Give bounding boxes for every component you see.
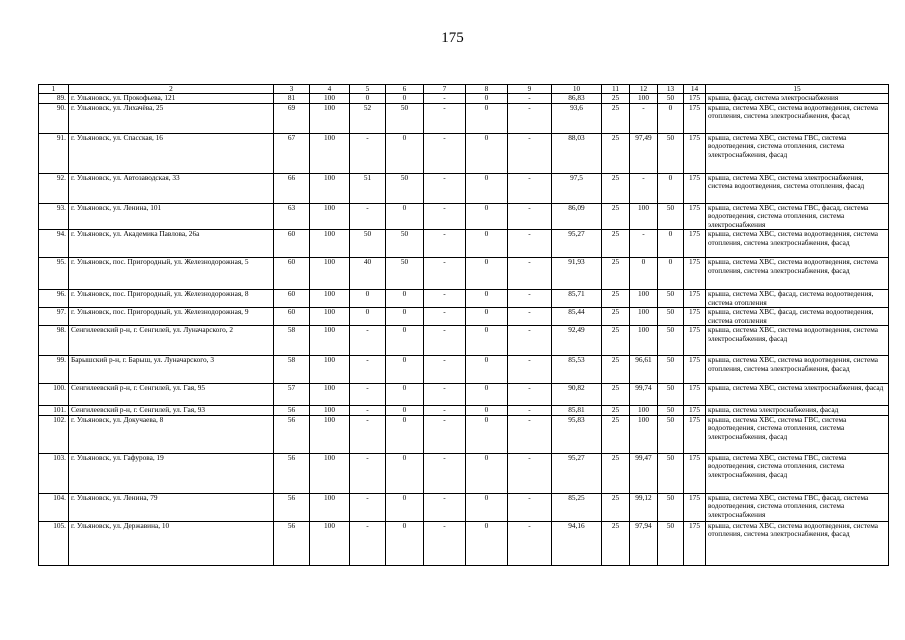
value-cell: 50 — [658, 406, 684, 416]
value-cell: 50 — [386, 230, 424, 258]
work-types-cell: крыша, система ХВС, система ГВС, система водоотведения, система отопления, система электроснабжения, фасад — [706, 415, 889, 453]
value-cell: 56 — [274, 453, 310, 493]
value-cell: 93,6 — [552, 103, 602, 133]
value-cell: 100 — [310, 173, 350, 203]
table-row — [39, 258, 889, 290]
value-cell: 0 — [466, 453, 508, 493]
value-cell: 0 — [658, 258, 684, 290]
value-cell: 175 — [684, 203, 706, 230]
value-cell: - — [424, 203, 466, 230]
value-cell: 95,27 — [552, 230, 602, 258]
work-types-cell: крыша, система электроснабжения, фасад — [706, 406, 889, 416]
page-number: 175 — [441, 30, 464, 46]
value-cell: 56 — [274, 406, 310, 416]
table-row — [39, 103, 889, 133]
value-cell: 99,47 — [630, 453, 658, 493]
value-cell: 175 — [684, 326, 706, 356]
value-cell: - — [508, 308, 552, 326]
row-number: 103. — [39, 453, 69, 493]
value-cell: 25 — [602, 230, 630, 258]
column-number: 7 — [424, 85, 466, 94]
value-cell: 0 — [466, 326, 508, 356]
column-number: 2 — [69, 85, 274, 94]
value-cell: 100 — [310, 290, 350, 308]
value-cell: 56 — [274, 493, 310, 521]
work-types-cell: крыша, система ХВС, система водоотведения, система отопления, система электроснабжения, фасад — [706, 103, 889, 133]
value-cell: 25 — [602, 406, 630, 416]
value-cell: 25 — [602, 384, 630, 406]
table-row — [39, 406, 889, 416]
value-cell: - — [424, 133, 466, 173]
work-types-cell: крыша, система ХВС, фасад, система водоотведения, система отопления — [706, 308, 889, 326]
address-cell: Сенгилеевский р-н, г. Сенгилей, ул. Луначарского, 2 — [69, 326, 274, 356]
row-number: 94. — [39, 230, 69, 258]
value-cell: 57 — [274, 384, 310, 406]
value-cell: 100 — [310, 230, 350, 258]
value-cell: 100 — [310, 384, 350, 406]
value-cell: 100 — [310, 521, 350, 565]
address-cell: г. Ульяновск, ул. Докучаева, 8 — [69, 415, 274, 453]
column-number-row — [39, 85, 889, 94]
value-cell: 175 — [684, 94, 706, 104]
table-row — [39, 203, 889, 230]
value-cell: 0 — [658, 173, 684, 203]
value-cell: - — [424, 453, 466, 493]
value-cell: 0 — [386, 356, 424, 384]
value-cell: 25 — [602, 521, 630, 565]
row-number: 98. — [39, 326, 69, 356]
value-cell: 50 — [658, 493, 684, 521]
row-number: 104. — [39, 493, 69, 521]
value-cell: 0 — [466, 356, 508, 384]
row-number: 90. — [39, 103, 69, 133]
column-number: 11 — [602, 85, 630, 94]
row-number: 95. — [39, 258, 69, 290]
value-cell: 175 — [684, 258, 706, 290]
value-cell: 95,83 — [552, 415, 602, 453]
column-number: 13 — [658, 85, 684, 94]
value-cell: - — [350, 415, 386, 453]
value-cell: 0 — [386, 453, 424, 493]
column-number: 10 — [552, 85, 602, 94]
column-number: 8 — [466, 85, 508, 94]
value-cell: 0 — [466, 133, 508, 173]
value-cell: 0 — [466, 415, 508, 453]
value-cell: 175 — [684, 415, 706, 453]
value-cell: 58 — [274, 356, 310, 384]
value-cell: 95,27 — [552, 453, 602, 493]
value-cell: - — [424, 103, 466, 133]
value-cell: 0 — [658, 103, 684, 133]
row-number: 105. — [39, 521, 69, 565]
value-cell: 50 — [386, 173, 424, 203]
address-cell: г. Ульяновск, пос. Пригородный, ул. Железнодорожная, 9 — [69, 308, 274, 326]
address-cell: г. Ульяновск, ул. Автозаводская, 33 — [69, 173, 274, 203]
value-cell: - — [508, 493, 552, 521]
work-types-cell: крыша, система ХВС, система водоотведения, система электроснабжения, фасад — [706, 326, 889, 356]
value-cell: - — [630, 230, 658, 258]
column-number: 3 — [274, 85, 310, 94]
value-cell: 0 — [386, 203, 424, 230]
address-cell: Барышский р-н, г. Барыш, ул. Луначарского, 3 — [69, 356, 274, 384]
value-cell: 100 — [310, 94, 350, 104]
value-cell: 0 — [466, 94, 508, 104]
table-row — [39, 493, 889, 521]
value-cell: - — [508, 453, 552, 493]
table-row — [39, 415, 889, 453]
value-cell: - — [424, 493, 466, 521]
value-cell: 56 — [274, 521, 310, 565]
value-cell: 86,83 — [552, 94, 602, 104]
value-cell: 0 — [466, 521, 508, 565]
value-cell: 175 — [684, 356, 706, 384]
value-cell: 94,16 — [552, 521, 602, 565]
address-cell: г. Ульяновск, ул. Академика Павлова, 26а — [69, 230, 274, 258]
value-cell: - — [508, 173, 552, 203]
value-cell: - — [508, 415, 552, 453]
value-cell: 69 — [274, 103, 310, 133]
value-cell: 0 — [386, 415, 424, 453]
value-cell: 25 — [602, 173, 630, 203]
work-types-cell: крыша, система ХВС, система ГВС, фасад, система водоотведения, система отопления, система электроснабжения — [706, 493, 889, 521]
value-cell: 100 — [310, 258, 350, 290]
value-cell: 25 — [602, 493, 630, 521]
value-cell: 100 — [310, 203, 350, 230]
value-cell: 97,94 — [630, 521, 658, 565]
value-cell: - — [350, 493, 386, 521]
address-cell: Сенгилеевский р-н, г. Сенгилей, ул. Гая, 95 — [69, 384, 274, 406]
value-cell: 100 — [310, 406, 350, 416]
work-types-cell: крыша, система ХВС, система водоотведения, система отопления, система электроснабжения, фасад — [706, 230, 889, 258]
value-cell: - — [508, 384, 552, 406]
row-number: 91. — [39, 133, 69, 173]
row-number: 92. — [39, 173, 69, 203]
value-cell: 100 — [630, 415, 658, 453]
table-row — [39, 290, 889, 308]
value-cell: 175 — [684, 384, 706, 406]
value-cell: - — [424, 384, 466, 406]
address-cell: г. Ульяновск, ул. Спасская, 16 — [69, 133, 274, 173]
table-row — [39, 521, 889, 565]
value-cell: - — [424, 258, 466, 290]
value-cell: - — [350, 356, 386, 384]
value-cell: 175 — [684, 103, 706, 133]
work-types-cell: крыша, система ХВС, система водоотведения, система отопления, система электроснабжения, фасад — [706, 356, 889, 384]
value-cell: 50 — [658, 415, 684, 453]
value-cell: 85,25 — [552, 493, 602, 521]
value-cell: - — [424, 230, 466, 258]
value-cell: 25 — [602, 415, 630, 453]
value-cell: 25 — [602, 203, 630, 230]
column-number: 4 — [310, 85, 350, 94]
value-cell: - — [424, 94, 466, 104]
value-cell: 175 — [684, 230, 706, 258]
value-cell: 97,5 — [552, 173, 602, 203]
value-cell: - — [630, 173, 658, 203]
value-cell: 100 — [310, 356, 350, 384]
value-cell: 175 — [684, 173, 706, 203]
value-cell: 85,44 — [552, 308, 602, 326]
work-types-cell: крыша, система ХВС, система ГВС, система водоотведения, система отопления, система электроснабжения, фасад — [706, 133, 889, 173]
value-cell: 60 — [274, 230, 310, 258]
value-cell: 175 — [684, 308, 706, 326]
value-cell: 0 — [386, 493, 424, 521]
value-cell: 0 — [466, 203, 508, 230]
value-cell: - — [508, 230, 552, 258]
value-cell: 90,82 — [552, 384, 602, 406]
value-cell: - — [508, 203, 552, 230]
work-types-cell: крыша, система ХВС, система ГВС, фасад, система водоотведения, система отопления, система электроснабжения — [706, 203, 889, 230]
table-row — [39, 356, 889, 384]
value-cell: - — [508, 290, 552, 308]
table-row — [39, 384, 889, 406]
value-cell: 50 — [386, 103, 424, 133]
work-types-cell: крыша, система ХВС, фасад, система водоотведения, система отопления — [706, 290, 889, 308]
value-cell: 100 — [310, 326, 350, 356]
value-cell: 175 — [684, 406, 706, 416]
value-cell: 81 — [274, 94, 310, 104]
value-cell: 0 — [386, 384, 424, 406]
value-cell: 0 — [466, 308, 508, 326]
table-row — [39, 326, 889, 356]
row-number: 96. — [39, 290, 69, 308]
column-number: 15 — [706, 85, 889, 94]
value-cell: 100 — [630, 94, 658, 104]
value-cell: 25 — [602, 356, 630, 384]
value-cell: - — [630, 103, 658, 133]
value-cell: 175 — [684, 453, 706, 493]
value-cell: 60 — [274, 308, 310, 326]
column-number: 6 — [386, 85, 424, 94]
row-number: 101. — [39, 406, 69, 416]
value-cell: 175 — [684, 290, 706, 308]
row-number: 89. — [39, 94, 69, 104]
address-cell: Сенгилеевский р-н, г. Сенгилей, ул. Гая, 93 — [69, 406, 274, 416]
value-cell: 100 — [310, 493, 350, 521]
value-cell: 0 — [466, 384, 508, 406]
value-cell: 100 — [310, 133, 350, 173]
table-row — [39, 453, 889, 493]
value-cell: 86,09 — [552, 203, 602, 230]
value-cell: 50 — [658, 326, 684, 356]
value-cell: - — [424, 173, 466, 203]
value-cell: 58 — [274, 326, 310, 356]
value-cell: 0 — [350, 94, 386, 104]
value-cell: 92,49 — [552, 326, 602, 356]
value-cell: - — [508, 356, 552, 384]
row-number: 102. — [39, 415, 69, 453]
value-cell: 60 — [274, 258, 310, 290]
value-cell: 175 — [684, 493, 706, 521]
value-cell: 96,61 — [630, 356, 658, 384]
value-cell: 25 — [602, 258, 630, 290]
value-cell: - — [508, 406, 552, 416]
value-cell: 100 — [630, 308, 658, 326]
value-cell: 25 — [602, 453, 630, 493]
value-cell: 100 — [310, 308, 350, 326]
row-number: 97. — [39, 308, 69, 326]
value-cell: 0 — [386, 406, 424, 416]
value-cell: 63 — [274, 203, 310, 230]
value-cell: 25 — [602, 308, 630, 326]
row-number: 93. — [39, 203, 69, 230]
value-cell: 50 — [658, 203, 684, 230]
value-cell: 97,49 — [630, 133, 658, 173]
value-cell: - — [350, 521, 386, 565]
value-cell: - — [424, 521, 466, 565]
value-cell: 0 — [386, 326, 424, 356]
value-cell: 50 — [386, 258, 424, 290]
value-cell: 50 — [658, 133, 684, 173]
value-cell: 91,93 — [552, 258, 602, 290]
value-cell: 25 — [602, 290, 630, 308]
value-cell: 56 — [274, 415, 310, 453]
value-cell: 52 — [350, 103, 386, 133]
table-body — [39, 85, 889, 566]
value-cell: 88,03 — [552, 133, 602, 173]
value-cell: 25 — [602, 103, 630, 133]
value-cell: 0 — [466, 258, 508, 290]
value-cell: 50 — [658, 290, 684, 308]
value-cell: 50 — [658, 308, 684, 326]
value-cell: - — [350, 453, 386, 493]
value-cell: 175 — [684, 133, 706, 173]
value-cell: 100 — [310, 453, 350, 493]
value-cell: 67 — [274, 133, 310, 173]
value-cell: 50 — [658, 384, 684, 406]
value-cell: - — [424, 290, 466, 308]
housing-registry-table — [38, 84, 889, 566]
address-cell: г. Ульяновск, пос. Пригородный, ул. Железнодорожная, 8 — [69, 290, 274, 308]
value-cell: 100 — [630, 406, 658, 416]
table-row — [39, 230, 889, 258]
value-cell: 0 — [386, 521, 424, 565]
work-types-cell: крыша, система ХВС, система ГВС, система водоотведения, система отопления, система электроснабжения, фасад — [706, 453, 889, 493]
value-cell: 0 — [466, 103, 508, 133]
value-cell: - — [350, 384, 386, 406]
value-cell: 85,71 — [552, 290, 602, 308]
column-number: 12 — [630, 85, 658, 94]
value-cell: 0 — [630, 258, 658, 290]
value-cell: 0 — [466, 493, 508, 521]
value-cell: 99,74 — [630, 384, 658, 406]
value-cell: 66 — [274, 173, 310, 203]
table-row — [39, 94, 889, 104]
value-cell: 50 — [658, 453, 684, 493]
value-cell: 25 — [602, 133, 630, 173]
work-types-cell: крыша, фасад, система электроснабжения — [706, 94, 889, 104]
value-cell: 0 — [466, 406, 508, 416]
table-row — [39, 173, 889, 203]
value-cell: 51 — [350, 173, 386, 203]
value-cell: - — [350, 133, 386, 173]
value-cell: - — [350, 406, 386, 416]
value-cell: 85,53 — [552, 356, 602, 384]
value-cell: 85,81 — [552, 406, 602, 416]
value-cell: 100 — [630, 326, 658, 356]
value-cell: 50 — [658, 94, 684, 104]
value-cell: - — [508, 326, 552, 356]
value-cell: - — [424, 415, 466, 453]
value-cell: 40 — [350, 258, 386, 290]
work-types-cell: крыша, система ХВС, система электроснабжения, система водоотведения, система отопления, фасад — [706, 173, 889, 203]
row-number: 99. — [39, 356, 69, 384]
value-cell: 0 — [386, 308, 424, 326]
column-number: 5 — [350, 85, 386, 94]
work-types-cell: крыша, система ХВС, система водоотведения, система отопления, система электроснабжения, фасад — [706, 521, 889, 565]
value-cell: - — [424, 326, 466, 356]
value-cell: - — [350, 203, 386, 230]
column-number: 14 — [684, 85, 706, 94]
column-number: 1 — [39, 85, 69, 94]
value-cell: - — [424, 406, 466, 416]
table-row — [39, 308, 889, 326]
value-cell: 0 — [386, 133, 424, 173]
address-cell: г. Ульяновск, ул. Лихачёва, 25 — [69, 103, 274, 133]
value-cell: - — [350, 326, 386, 356]
value-cell: 0 — [350, 308, 386, 326]
value-cell: 0 — [350, 290, 386, 308]
value-cell: 60 — [274, 290, 310, 308]
value-cell: 99,12 — [630, 493, 658, 521]
value-cell: 100 — [310, 415, 350, 453]
value-cell: - — [508, 258, 552, 290]
address-cell: г. Ульяновск, ул. Ленина, 79 — [69, 493, 274, 521]
work-types-cell: крыша, система ХВС, система водоотведения, система отопления, система электроснабжения, фасад — [706, 258, 889, 290]
value-cell: 100 — [630, 203, 658, 230]
address-cell: г. Ульяновск, ул. Державина, 10 — [69, 521, 274, 565]
value-cell: - — [508, 521, 552, 565]
column-number: 9 — [508, 85, 552, 94]
value-cell: 50 — [350, 230, 386, 258]
work-types-cell: крыша, система ХВС, система электроснабжения, фасад — [706, 384, 889, 406]
address-cell: г. Ульяновск, ул. Гафурова, 19 — [69, 453, 274, 493]
table-row — [39, 133, 889, 173]
value-cell: 0 — [386, 94, 424, 104]
value-cell: 0 — [466, 173, 508, 203]
value-cell: 25 — [602, 94, 630, 104]
value-cell: - — [508, 133, 552, 173]
address-cell: г. Ульяновск, ул. Прокофьева, 121 — [69, 94, 274, 104]
value-cell: 50 — [658, 356, 684, 384]
value-cell: 175 — [684, 521, 706, 565]
value-cell: - — [424, 356, 466, 384]
value-cell: 0 — [386, 290, 424, 308]
value-cell: 0 — [466, 230, 508, 258]
value-cell: 0 — [658, 230, 684, 258]
value-cell: - — [508, 94, 552, 104]
value-cell: 25 — [602, 326, 630, 356]
row-number: 100. — [39, 384, 69, 406]
address-cell: г. Ульяновск, пос. Пригородный, ул. Железнодорожная, 5 — [69, 258, 274, 290]
address-cell: г. Ульяновск, ул. Ленина, 101 — [69, 203, 274, 230]
value-cell: 50 — [658, 521, 684, 565]
value-cell: - — [508, 103, 552, 133]
value-cell: 100 — [630, 290, 658, 308]
value-cell: 0 — [466, 290, 508, 308]
value-cell: - — [424, 308, 466, 326]
value-cell: 100 — [310, 103, 350, 133]
